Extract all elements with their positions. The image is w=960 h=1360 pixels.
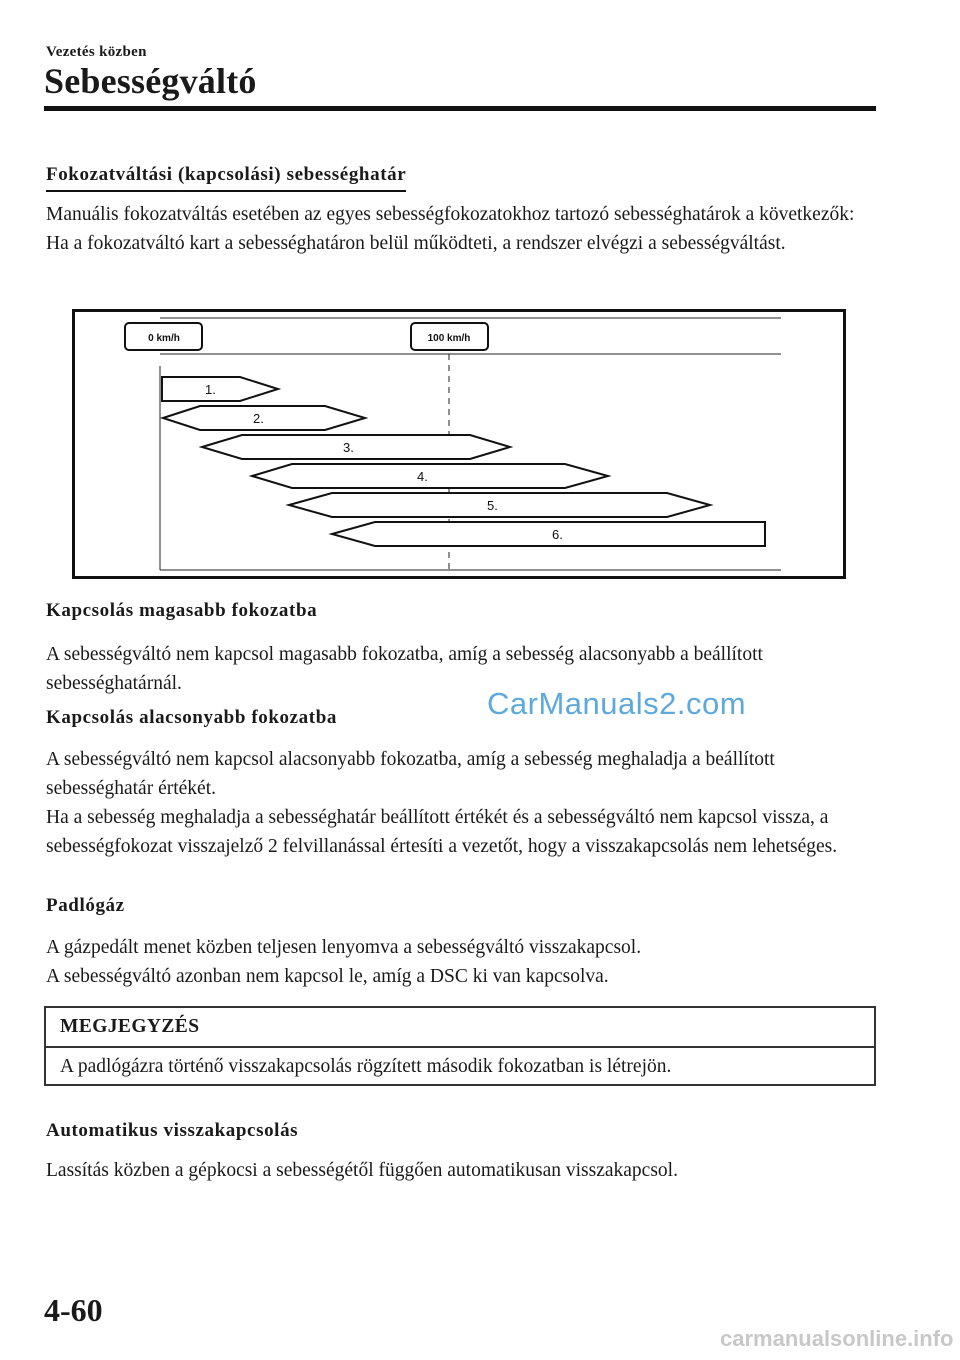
upshift-paragraph: A sebességváltó nem kapcsol magasabb fokozatba, amíg a sebesség alacsonyabb a beállított sebességhatárnál. <box>46 644 763 694</box>
gear-5-range <box>289 493 710 517</box>
speed-0-label: 0 km/h <box>148 333 180 344</box>
auto-downshift-heading: Automatikus visszakapcsolás <box>46 1120 299 1141</box>
kickdown-line-1: A gázpedált menet közben teljesen lenyomva a sebességváltó visszakapcsol. <box>46 937 642 958</box>
page-number: 4-60 <box>44 1292 103 1328</box>
kickdown-heading: Padlógáz <box>46 895 125 916</box>
intro-paragraph: Manuális fokozatváltás esetében az egyes sebességfokozatokhoz tartozó sebességhatárok a következők: Ha a fokozatváltó kart a sebességhatáron belül működteti, a rendszer elvégzi a sebességváltást. <box>46 204 855 254</box>
gear-1-label: 1. <box>205 382 216 397</box>
watermark: CarManuals2.com <box>487 686 747 721</box>
kickdown-line-2: A sebességváltó azonban nem kapcsol le, amíg a DSC ki van kapcsolva. <box>46 966 609 987</box>
auto-downshift-paragraph: Lassítás közben a gépkocsi a sebességétől függően automatikusan visszakapcsol. <box>46 1160 678 1181</box>
note-divider <box>46 1046 874 1048</box>
gear-2-range <box>163 406 365 430</box>
footer-site-watermark: carmanualsonline.info <box>720 1326 954 1351</box>
gear-1-range <box>162 377 278 401</box>
chapter-label: Vezetés közben <box>46 44 147 60</box>
speed-100-label: 100 km/h <box>427 333 471 344</box>
downshift-heading: Kapcsolás alacsonyabb fokozatba <box>46 707 337 728</box>
gear-3-label: 3. <box>343 440 354 455</box>
gear-speed-diagram <box>72 309 846 579</box>
gear-3-range <box>202 435 510 459</box>
gear-4-label: 4. <box>417 469 428 484</box>
gear-6-range <box>332 522 765 546</box>
page-title: Sebességváltó <box>44 61 257 101</box>
note-heading: MEGJEGYZÉS <box>60 1016 200 1037</box>
gear-6-label: 6. <box>552 527 563 542</box>
note-text: A padlógázra történő visszakapcsolás rögzített második fokozatban is létrejön. <box>60 1056 672 1077</box>
gear-5-label: 5. <box>487 498 498 513</box>
upshift-heading: Kapcsolás magasabb fokozatba <box>46 600 318 621</box>
downshift-paragraph-2: Ha a sebesség meghaladja a sebességhatár beállított értékét és a sebességváltó nem kapcsol vissza, a sebességfokozat visszajelző 2 felvillanással értesíti a vezetőt, hogy a visszakapcsolás nem lehetséges. <box>46 807 838 857</box>
gear-speed-diagram-svg <box>75 312 843 576</box>
note-box <box>44 1006 876 1086</box>
gear-4-range <box>252 464 608 488</box>
gear-2-label: 2. <box>253 411 264 426</box>
section-heading: Fokozatváltási (kapcsolási) sebességhatár <box>46 164 406 192</box>
downshift-paragraph-1: A sebességváltó nem kapcsol alacsonyabb fokozatba, amíg a sebesség meghaladja a beállított sebességhatár értékét. <box>46 749 775 799</box>
title-divider <box>44 106 876 111</box>
